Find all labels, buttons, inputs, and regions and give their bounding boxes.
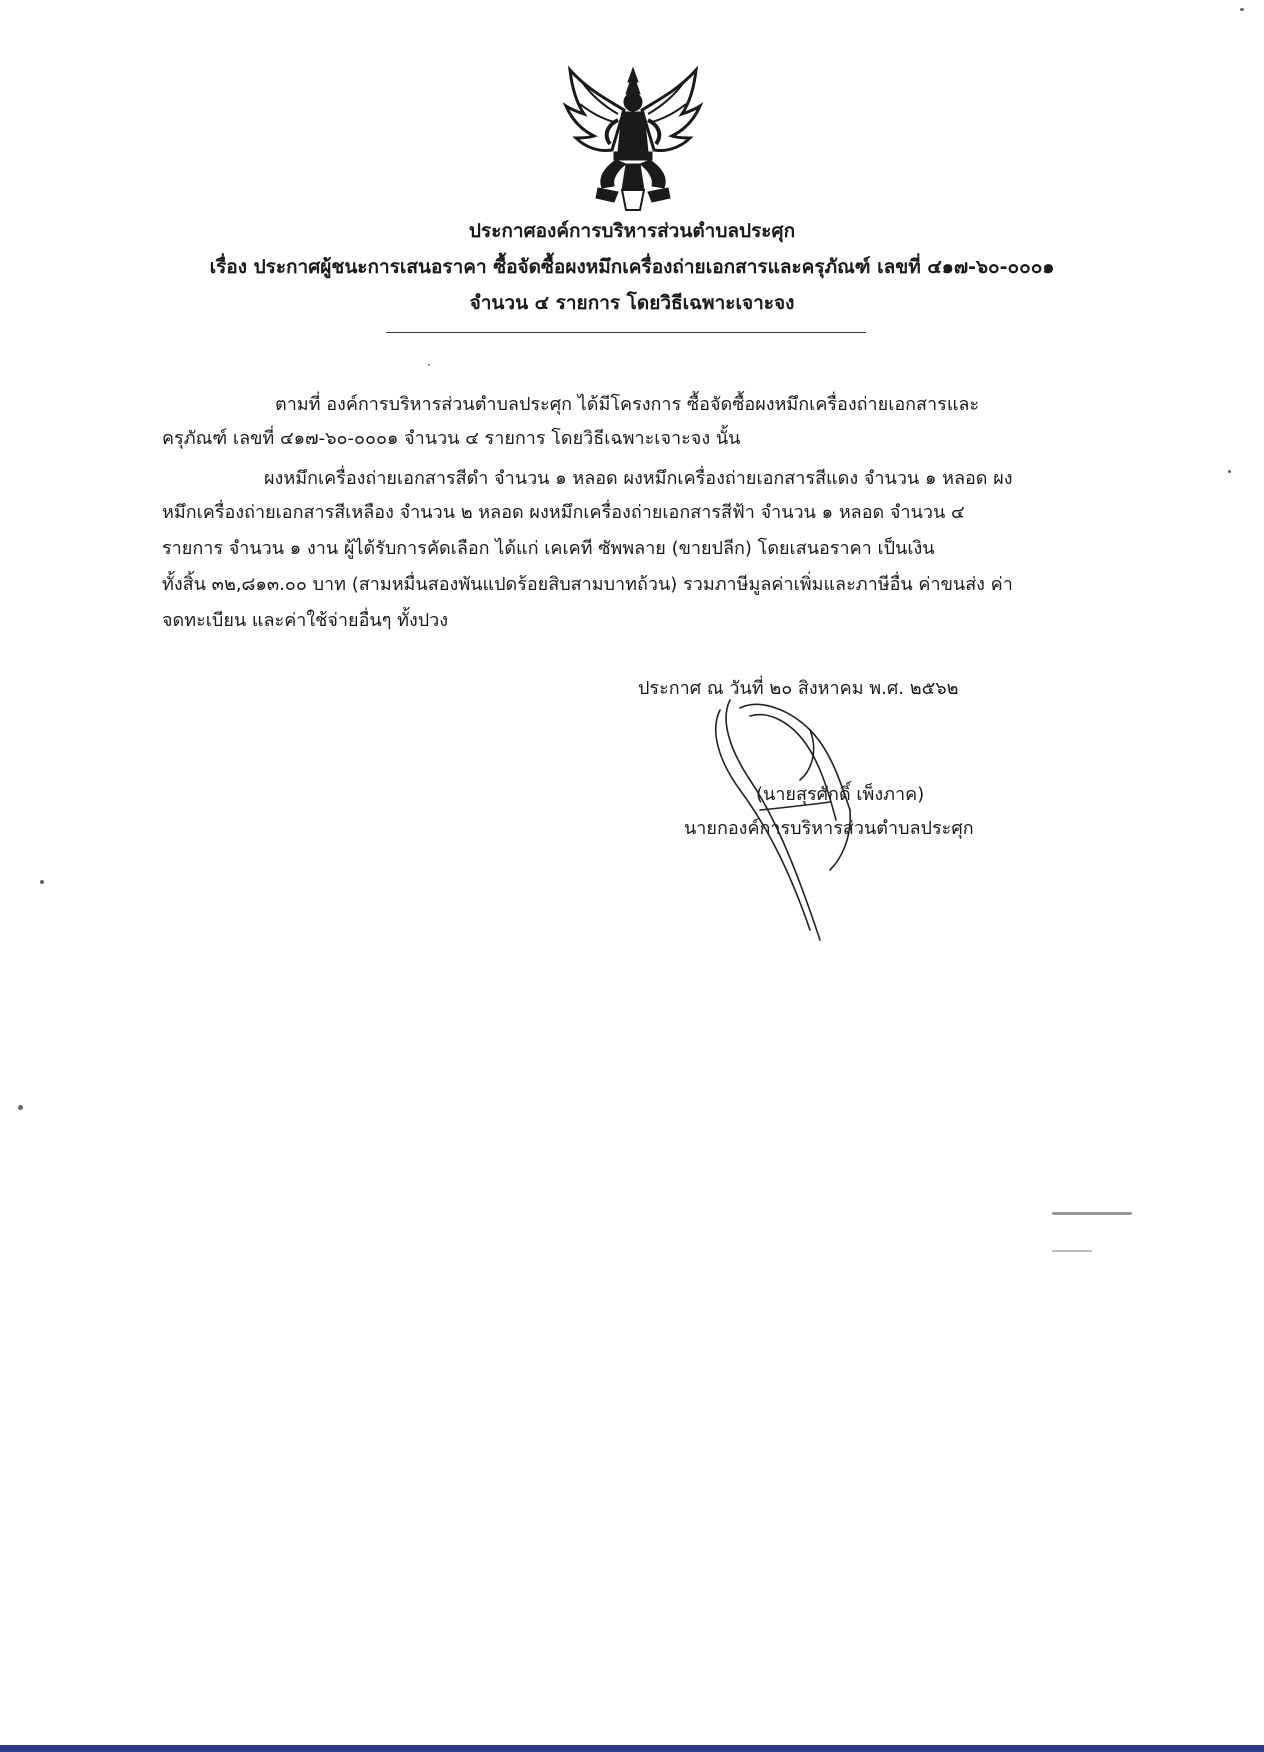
scan-mark xyxy=(1052,1212,1132,1215)
document-subject: เรื่อง ประกาศผู้ชนะการเสนอราคา ซื้อจัดซื้อผงหมึกเครื่องถ่ายเอกสารและครุภัณฑ์ เลขที่ ๔๑๗-๖๐-๐๐๐๑ xyxy=(209,256,1055,278)
paragraph-2-line-1: ผงหมึกเครื่องถ่ายเอกสารสีดำ จำนวน ๑ หลอด ผงหมึกเครื่องถ่ายเอกสารสีแดง จำนวน ๑ หลอด ผง xyxy=(264,468,1013,489)
paragraph-2-line-3: รายการ จำนวน ๑ งาน ผู้ได้รับการคัดเลือก ได้แก่ เคเคที ซัพพลาย (ขายปลีก) โดยเสนอราคา เป็นเงิน xyxy=(162,538,935,559)
document-method: จำนวน ๔ รายการ โดยวิธีเฉพาะเจาะจง xyxy=(469,292,795,314)
paragraph-1-line-1: ตามที่ องค์การบริหารส่วนตำบลประศุก ได้มีโครงการ ซื้อจัดซื้อผงหมึกเครื่องถ่ายเอกสารและ xyxy=(275,394,980,415)
scan-bottom-edge xyxy=(0,1745,1264,1752)
paragraph-1-line-2: ครุภัณฑ์ เลขที่ ๔๑๗-๖๐-๐๐๐๑ จำนวน ๔ รายการ โดยวิธีเฉพาะเจาะจง นั้น xyxy=(162,428,741,449)
title-divider xyxy=(386,332,866,333)
signatory-position: นายกองค์การบริหารส่วนตำบลประศุก xyxy=(684,818,974,839)
scan-speck xyxy=(428,364,430,366)
scan-speck xyxy=(18,1105,23,1110)
scan-speck xyxy=(1240,8,1244,11)
paragraph-2-line-5: จดทะเบียน และค่าใช้จ่ายอื่นๆ ทั้งปวง xyxy=(162,610,449,631)
scan-speck xyxy=(1228,470,1231,473)
scan-mark xyxy=(1052,1250,1092,1252)
handwritten-signature xyxy=(700,690,920,950)
announcement-date: ประกาศ ณ วันที่ ๒๐ สิงหาคม พ.ศ. ๒๕๖๒ xyxy=(638,678,959,699)
paragraph-2-line-4: ทั้งสิ้น ๓๒,๘๑๓.๐๐ บาท (สามหมื่นสองพันแปดร้อยสิบสามบาทถ้วน) รวมภาษีมูลค่าเพิ่มและภาษีอื่น ค่าขนส่ง ค่า xyxy=(162,574,1013,595)
signatory-name: (นายสุรศักดิ์ เพ็งภาค) xyxy=(756,784,925,805)
scan-speck xyxy=(40,880,44,884)
paragraph-2-line-2: หมึกเครื่องถ่ายเอกสารสีเหลือง จำนวน ๒ หลอด ผงหมึกเครื่องถ่ายเอกสารสีฟ้า จำนวน ๑ หลอด จำนวน ๔ xyxy=(162,502,965,523)
garuda-emblem-icon xyxy=(548,60,718,220)
document-org-title: ประกาศองค์การบริหารส่วนตำบลประศุก xyxy=(468,220,796,242)
